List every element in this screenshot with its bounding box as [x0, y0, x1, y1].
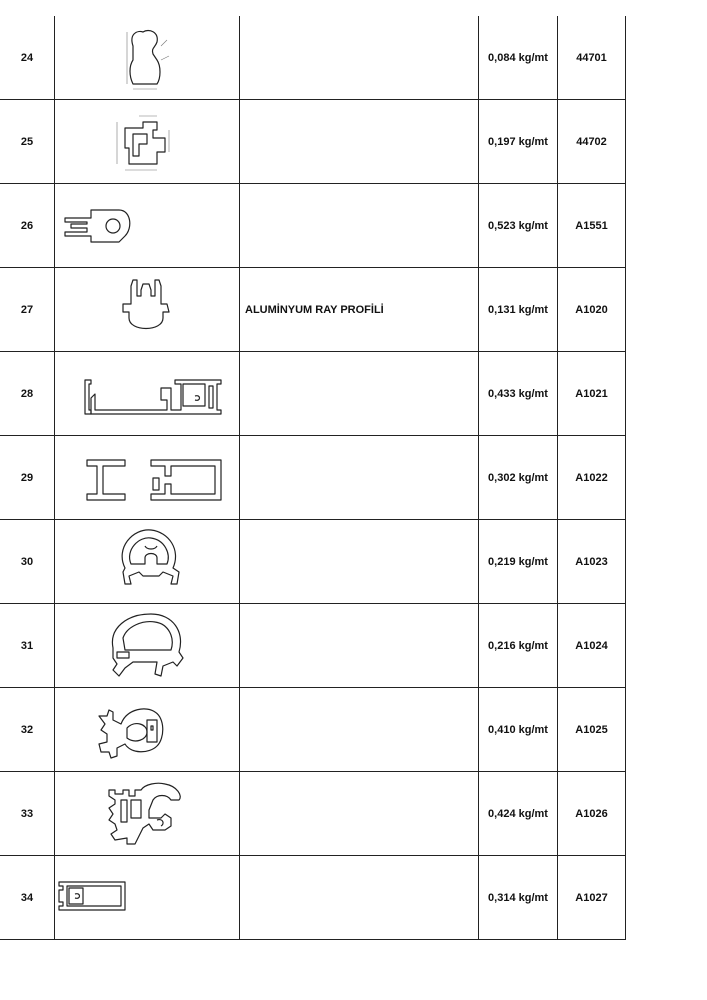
profile-29-drawing	[81, 454, 227, 506]
row-number: 32	[0, 688, 55, 772]
product-code: A1020	[558, 268, 626, 352]
profile-26-drawing	[61, 202, 151, 250]
row-number: 29	[0, 436, 55, 520]
table-row	[0, 772, 626, 856]
weight: 0,302 kg/mt	[479, 436, 558, 520]
description	[240, 100, 479, 184]
profile-31-drawing	[103, 608, 195, 684]
row-number: 28	[0, 352, 55, 436]
weight: 0,433 kg/mt	[479, 352, 558, 436]
row-number: 33	[0, 772, 55, 856]
row-number: 24	[0, 16, 55, 100]
table-row	[0, 520, 626, 604]
profile-drawing-cell	[55, 16, 240, 100]
description	[240, 352, 479, 436]
description	[240, 16, 479, 100]
profile-drawing-cell	[55, 604, 240, 688]
table-row	[0, 100, 626, 184]
product-code: A1026	[558, 772, 626, 856]
weight: 0,424 kg/mt	[479, 772, 558, 856]
profile-25-drawing	[99, 108, 189, 178]
profile-drawing-cell	[55, 352, 240, 436]
table-row	[0, 436, 626, 520]
description: ALUMİNYUM RAY PROFİLİ	[240, 268, 479, 352]
row-number: 34	[0, 856, 55, 940]
weight: 0,523 kg/mt	[479, 184, 558, 268]
profile-30-drawing	[105, 524, 191, 600]
row-number: 26	[0, 184, 55, 268]
profile-34-drawing	[55, 878, 131, 916]
profile-drawing-cell	[55, 436, 240, 520]
description	[240, 772, 479, 856]
table-row	[0, 688, 626, 772]
profile-catalog-table	[0, 16, 626, 940]
table-row	[0, 184, 626, 268]
description	[240, 520, 479, 604]
product-code: A1021	[558, 352, 626, 436]
profile-drawing-cell	[55, 268, 240, 352]
weight: 0,197 kg/mt	[479, 100, 558, 184]
profile-28-drawing	[81, 376, 227, 418]
product-code: 44702	[558, 100, 626, 184]
row-number: 31	[0, 604, 55, 688]
profile-drawing-cell	[55, 100, 240, 184]
table-row	[0, 604, 626, 688]
table-row	[0, 16, 626, 100]
profile-32-drawing	[91, 698, 171, 764]
profile-drawing-cell	[55, 184, 240, 268]
weight: 0,131 kg/mt	[479, 268, 558, 352]
description	[240, 184, 479, 268]
profile-24-drawing	[103, 26, 183, 94]
product-code: A1022	[558, 436, 626, 520]
product-code: A1023	[558, 520, 626, 604]
description	[240, 436, 479, 520]
description	[240, 688, 479, 772]
table-row	[0, 352, 626, 436]
weight: 0,219 kg/mt	[479, 520, 558, 604]
product-code: A1551	[558, 184, 626, 268]
product-code: 44701	[558, 16, 626, 100]
table-row	[0, 268, 626, 352]
profile-drawing-cell	[55, 688, 240, 772]
weight: 0,084 kg/mt	[479, 16, 558, 100]
weight: 0,410 kg/mt	[479, 688, 558, 772]
weight: 0,314 kg/mt	[479, 856, 558, 940]
weight: 0,216 kg/mt	[479, 604, 558, 688]
product-code: A1025	[558, 688, 626, 772]
product-code: A1024	[558, 604, 626, 688]
profile-drawing-cell	[55, 856, 240, 940]
table-row	[0, 856, 626, 940]
profile-33-drawing	[101, 778, 189, 854]
row-number: 25	[0, 100, 55, 184]
profile-drawing-cell	[55, 520, 240, 604]
product-code: A1027	[558, 856, 626, 940]
row-number: 30	[0, 520, 55, 604]
row-number: 27	[0, 268, 55, 352]
description	[240, 856, 479, 940]
profile-27-drawing	[107, 274, 183, 346]
description	[240, 604, 479, 688]
profile-drawing-cell	[55, 772, 240, 856]
